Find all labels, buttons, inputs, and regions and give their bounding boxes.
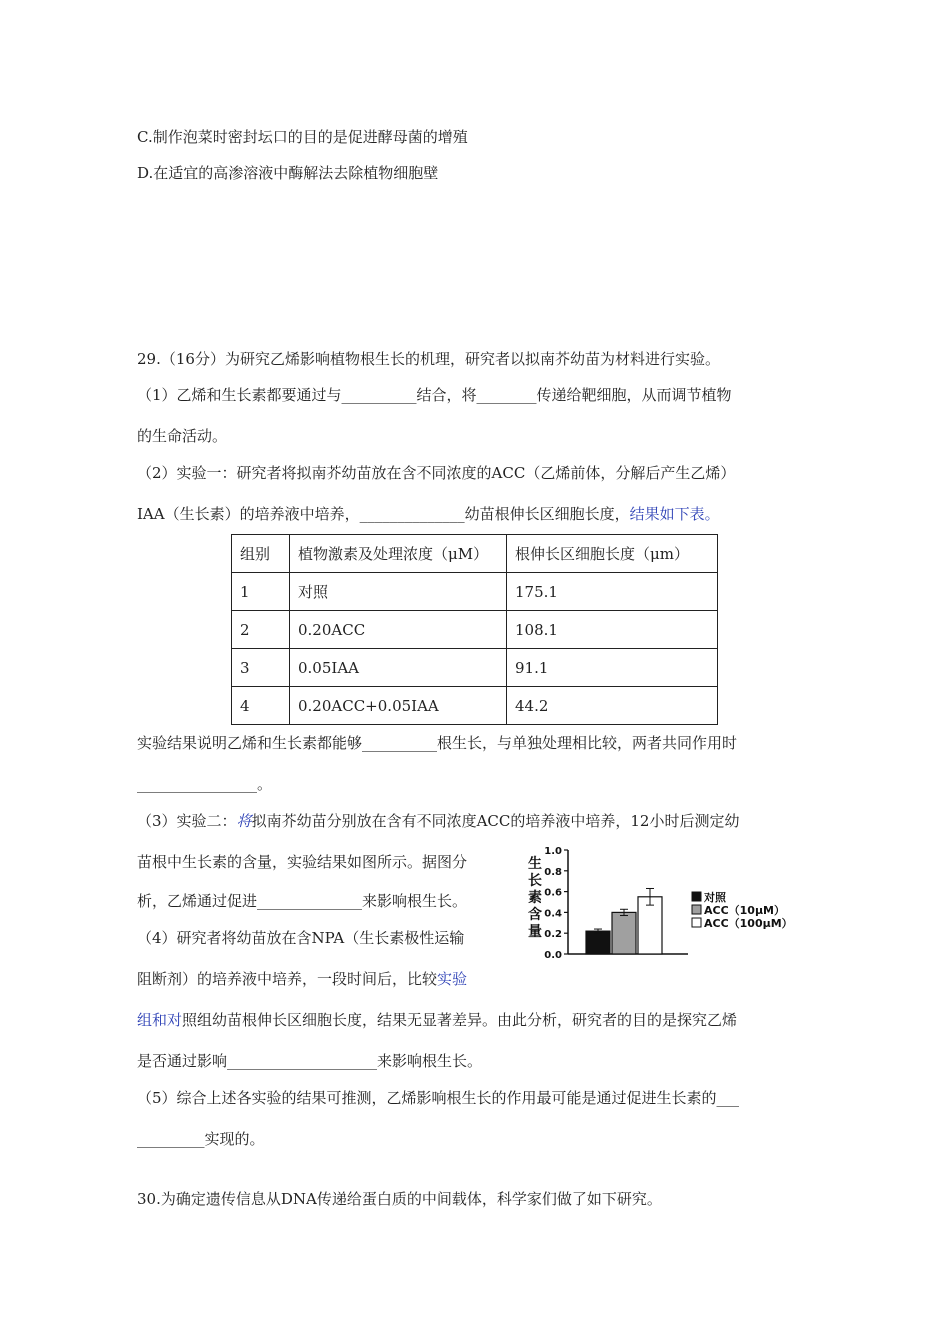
q29-part2-line2 bbox=[137, 503, 720, 524]
table-header-cell: 组别 bbox=[232, 535, 290, 573]
table-row bbox=[232, 649, 718, 687]
legend-swatch bbox=[692, 905, 701, 914]
y-axis-label-char: 长 bbox=[528, 873, 542, 889]
q29-part3-pre: （3）实验二： bbox=[137, 812, 237, 830]
q29-part4-line3-blue: 组和对 bbox=[137, 1011, 183, 1029]
q29-part4-line2-blue: 实验 bbox=[437, 970, 468, 988]
y-tick-label: 0.4 bbox=[544, 908, 562, 920]
auxin-bar-chart bbox=[520, 838, 800, 964]
bar bbox=[586, 931, 610, 954]
y-axis-label-char: 素 bbox=[528, 890, 542, 906]
q29-part3-italic: 将 bbox=[236, 812, 252, 830]
y-tick-label: 0.0 bbox=[544, 950, 562, 961]
table-cell: 对照 bbox=[290, 573, 507, 611]
q29-part5-line1: （5）综合上述各实验的结果可推测，乙烯影响根生长的作用最可能是通过促进生长素的___ bbox=[137, 1089, 740, 1107]
q29-part2-line2-blue: 结果如下表。 bbox=[629, 505, 720, 523]
table-cell: 4 bbox=[232, 687, 290, 725]
option-d: D.在适宜的高渗溶液中酶解法去除植物细胞壁 bbox=[137, 164, 439, 182]
legend-swatch bbox=[692, 918, 701, 927]
q29-part2-line3: 实验结果说明乙烯和生长素都能够__________根生长，与单独处理相比较，两者共同作用时 bbox=[137, 734, 738, 752]
q30-intro: 30.为确定遗传信息从DNA传递给蛋白质的中间载体，科学家们做了如下研究。 bbox=[137, 1190, 662, 1208]
y-axis-label-char: 含 bbox=[528, 907, 542, 923]
table-cell: 44.2 bbox=[507, 687, 718, 725]
q29-part2-line1: （2）实验一：研究者将拟南芥幼苗放在含不同浓度的ACC（乙烯前体，分解后产生乙烯） bbox=[137, 464, 736, 482]
q29-part5-line2: _________实现的。 bbox=[137, 1130, 265, 1148]
q29-part4-line3 bbox=[137, 1009, 737, 1030]
y-tick-label: 1.0 bbox=[544, 846, 562, 857]
q29-part2-line2-text: IAA（生长素）的培养液中培养，______________幼苗根伸长区细胞长度， bbox=[137, 505, 630, 523]
q29-part3-post: 拟南芥幼苗分别放在含有不同浓度ACC的培养液中培养，12小时后测定幼 bbox=[251, 812, 740, 830]
q29-intro: 29.（16分）为研究乙烯影响植物根生长的机理，研究者以拟南芥幼苗为材料进行实验。 bbox=[137, 350, 720, 368]
table-cell: 0.05IAA bbox=[290, 649, 507, 687]
q29-part4-line4: 是否通过影响____________________来影响根生长。 bbox=[137, 1052, 483, 1070]
q29-part4-line2 bbox=[137, 968, 467, 989]
table-cell: 3 bbox=[232, 649, 290, 687]
q29-part1-line1: （1）乙烯和生长素都要通过与__________结合，将________传递给靶细胞，从而调节植物 bbox=[137, 386, 732, 404]
option-c: C.制作泡菜时密封坛口的目的是促进酵母菌的增殖 bbox=[137, 128, 468, 146]
y-tick-label: 0.8 bbox=[544, 866, 562, 878]
y-tick-label: 0.2 bbox=[544, 929, 562, 941]
q29-part1-line2: 的生命活动。 bbox=[137, 427, 228, 445]
table-cell: 0.20ACC+0.05IAA bbox=[290, 687, 507, 725]
table-cell: 175.1 bbox=[507, 573, 718, 611]
bar bbox=[612, 912, 636, 954]
table-header-row bbox=[232, 535, 718, 573]
q29-part2-line4: ________________。 bbox=[137, 775, 273, 793]
table-cell: 2 bbox=[232, 611, 290, 649]
table-header-cell: 植物激素及处理浓度（μM） bbox=[290, 535, 507, 573]
legend-label: ACC（100μM） bbox=[704, 917, 793, 930]
table-cell: 0.20ACC bbox=[290, 611, 507, 649]
q29-part3-line1 bbox=[137, 810, 739, 831]
legend-label: 对照 bbox=[704, 891, 726, 904]
table-cell: 91.1 bbox=[507, 649, 718, 687]
q29-part3-line2: 苗根中生长素的含量，实验结果如图所示。据图分 bbox=[137, 853, 468, 871]
y-tick-label: 0.6 bbox=[544, 887, 562, 899]
y-axis-label-char: 生 bbox=[528, 856, 542, 872]
y-axis-label-char: 量 bbox=[528, 924, 542, 940]
q29-part4-line3-text: 照组幼苗根伸长区细胞长度，结果无显著差异。由此分析，研究者的目的是探究乙烯 bbox=[182, 1011, 738, 1029]
table-cell: 108.1 bbox=[507, 611, 718, 649]
table-cell: 1 bbox=[232, 573, 290, 611]
q29-part4-line1: （4）研究者将幼苗放在含NPA（生长素极性运输 bbox=[137, 929, 465, 947]
q29-part4-line2-text: 阻断剂）的培养液中培养，一段时间后，比较 bbox=[137, 970, 438, 988]
legend-swatch bbox=[692, 892, 701, 901]
table-row bbox=[232, 611, 718, 649]
table-header-cell: 根伸长区细胞长度（μm） bbox=[507, 535, 718, 573]
results-table bbox=[231, 534, 718, 725]
table-row bbox=[232, 687, 718, 725]
q29-part3-line3: 析，乙烯通过促进______________来影响根生长。 bbox=[137, 892, 468, 910]
legend-label: ACC（10μM） bbox=[704, 904, 786, 917]
table-row bbox=[232, 573, 718, 611]
